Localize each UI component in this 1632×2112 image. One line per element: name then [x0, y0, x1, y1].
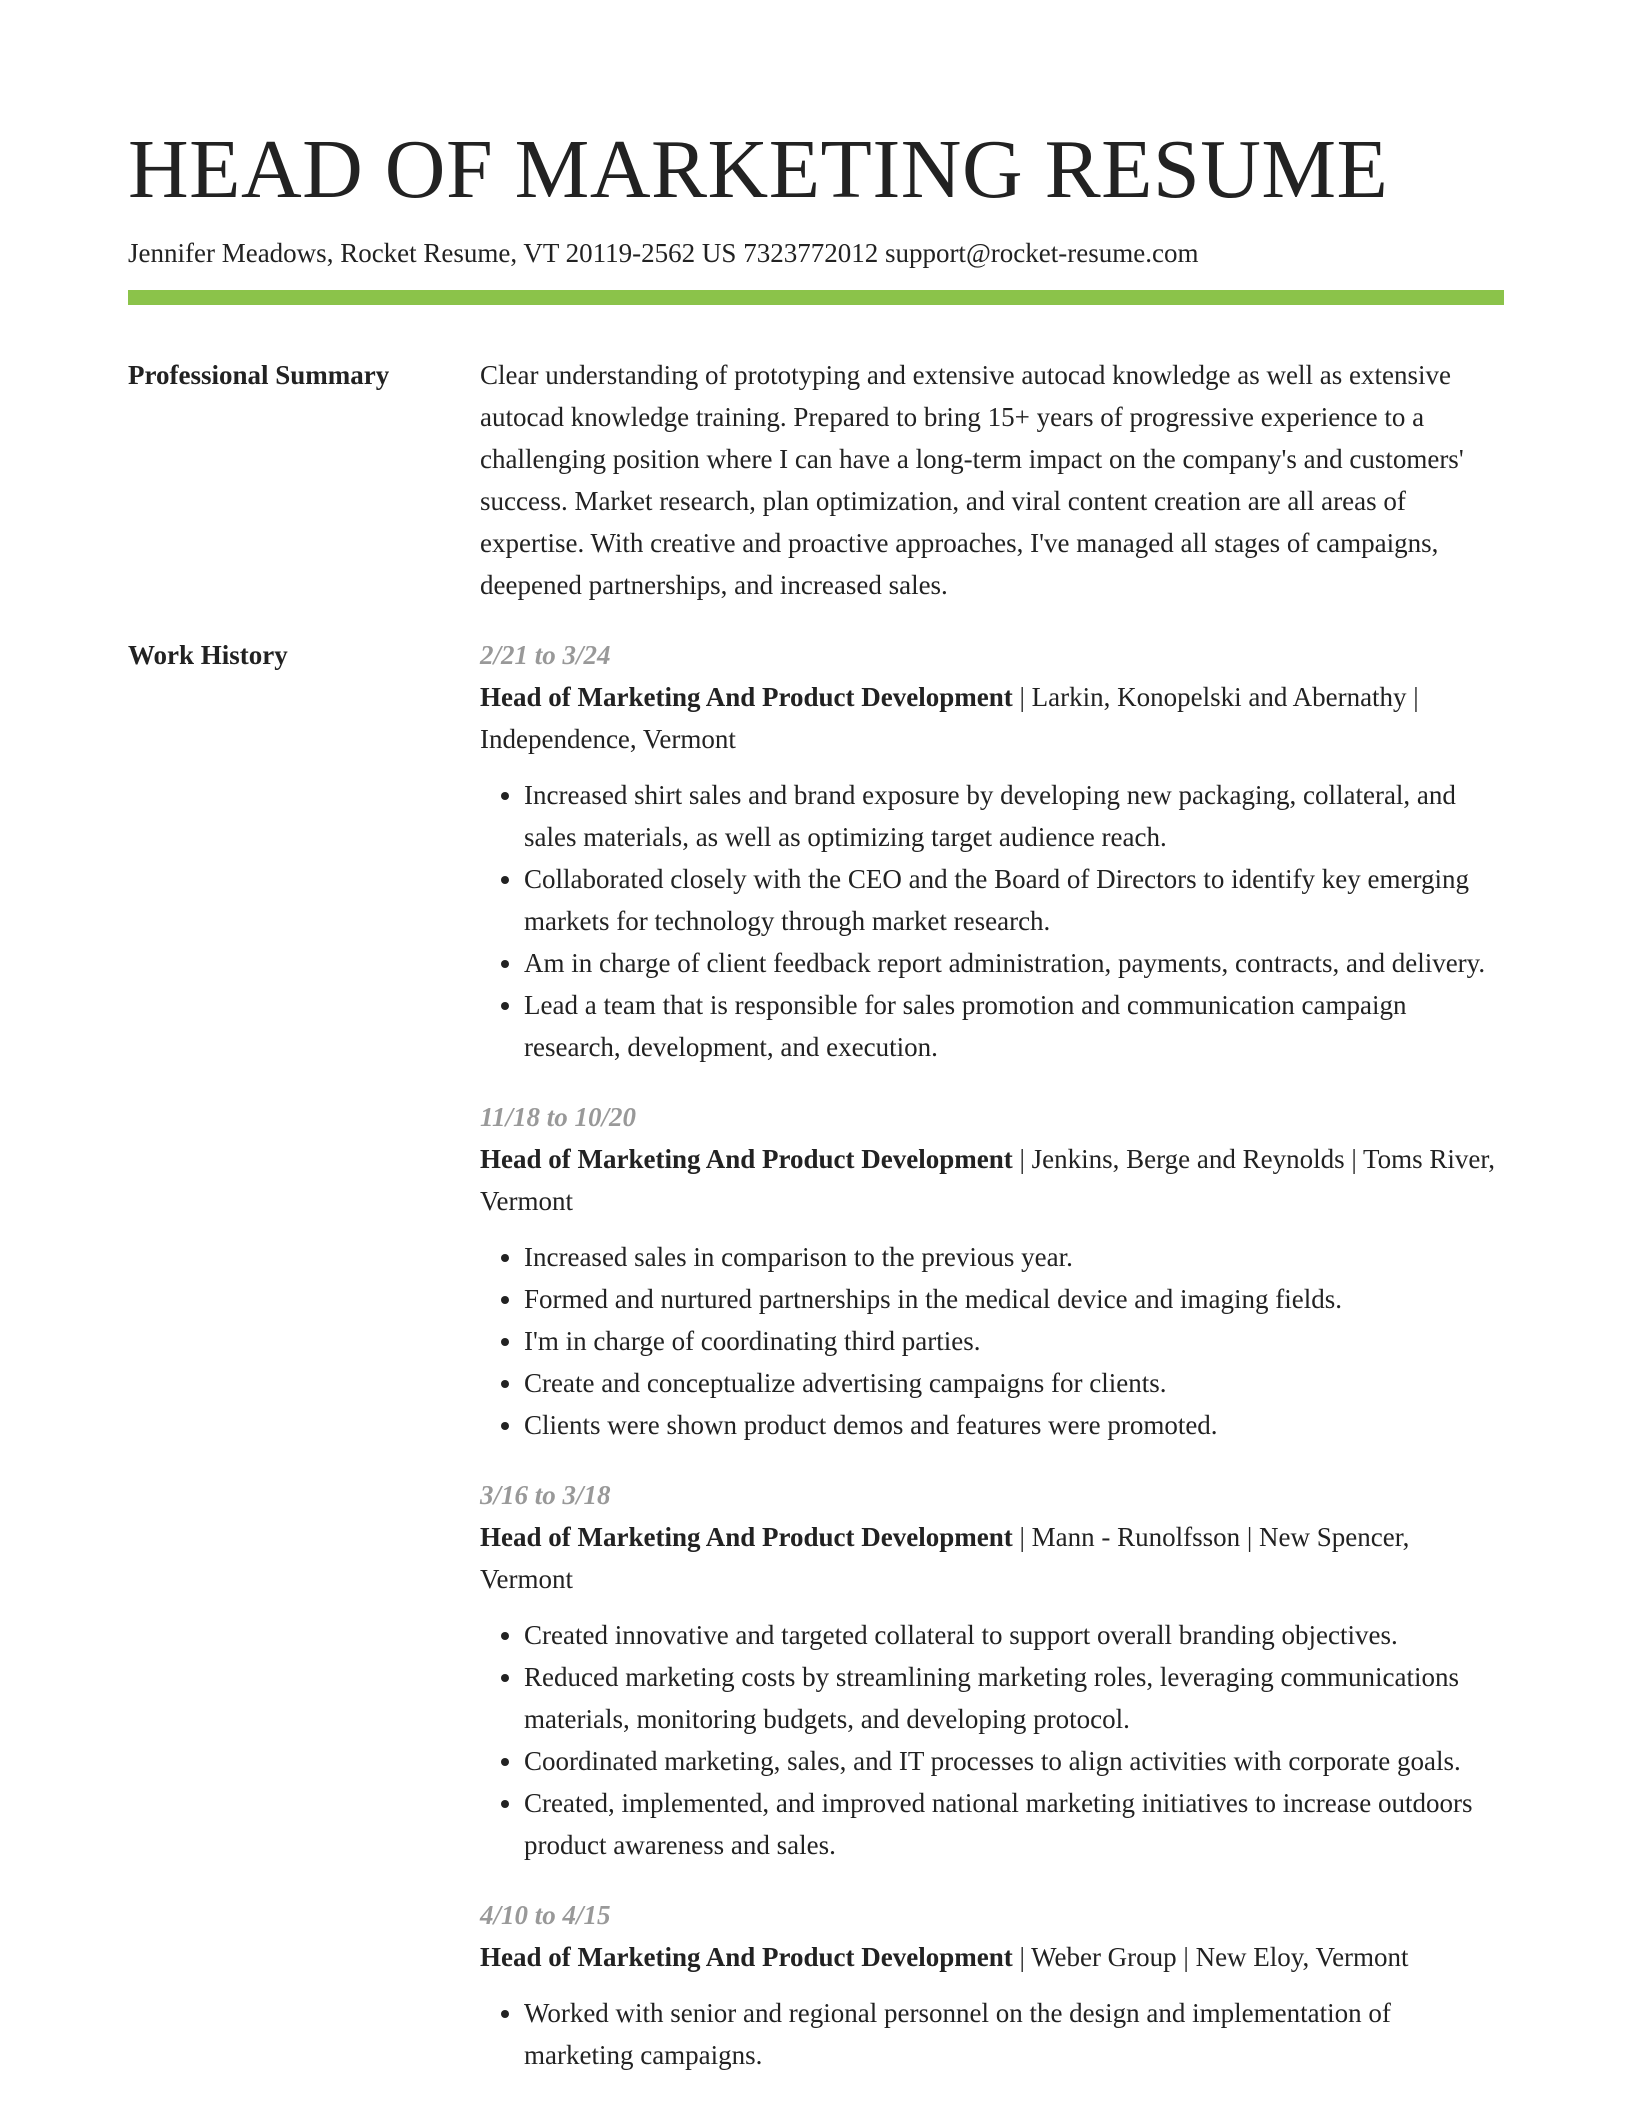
job-bullet: • Created innovative and targeted collateral to support overall branding objectives.: [524, 1614, 1504, 1656]
job-bullet: • Reduced marketing costs by streamlining marketing roles, leveraging communications materials, monitoring budgets, and developing protocol.: [524, 1656, 1504, 1740]
job-bullet-list: [480, 1236, 1504, 1446]
job-title: Head of Marketing And Product Development: [480, 1942, 1013, 1972]
job-bullet: • Increased sales in comparison to the previous year.: [524, 1236, 1504, 1278]
contact-line: [128, 236, 1504, 270]
job-bullet: • Formed and nurtured partnerships in the medical device and imaging fields.: [524, 1278, 1504, 1320]
job-dates: 4/10 to 4/15: [480, 1900, 611, 1930]
job-list: [480, 634, 1504, 2104]
job-bullet: • Worked with senior and regional personnel on the design and implementation of marketing campaigns.: [524, 1992, 1504, 2076]
job-dates: 2/21 to 3/24: [480, 640, 611, 670]
job-bullet: • Create and conceptualize advertising campaigns for clients.: [524, 1362, 1504, 1404]
job-bullet-list: [480, 774, 1504, 1068]
resume-title: HEAD OF MARKETING RESUME: [128, 123, 1389, 216]
job-entry: [480, 1096, 1504, 1446]
job-bullet: • Coordinated marketing, sales, and IT processes to align activities with corporate goals.: [524, 1740, 1504, 1782]
job-entry: [480, 1474, 1504, 1866]
job-bullet: • I'm in charge of coordinating third parties.: [524, 1320, 1504, 1362]
job-dates: 3/16 to 3/18: [480, 1480, 611, 1510]
job-dates: 11/18 to 10/20: [480, 1102, 637, 1132]
job-bullet-list: [480, 1992, 1504, 2076]
resume-page: [128, 0, 1504, 2104]
job-bullet: • Increased shirt sales and brand exposure by developing new packaging, collateral, and sales materials, as well as optimizing target audience reach.: [524, 774, 1504, 858]
job-employer-location: | Larkin, Konopelski and Abernathy | Independence, Vermont: [480, 682, 1419, 754]
job-title: Head of Marketing And Product Development: [480, 682, 1013, 712]
contact-email: support@rocket-resume.com: [884, 238, 1199, 268]
job-entry: [480, 634, 1504, 1068]
accent-divider: [128, 290, 1504, 305]
job-bullet: • Lead a team that is responsible for sales promotion and communication campaign research, development, and execution.: [524, 984, 1504, 1068]
summary-heading: Professional Summary: [128, 360, 390, 390]
work-history-section: [128, 634, 1504, 2104]
job-employer-location: | Weber Group | New Eloy, Vermont: [1012, 1942, 1409, 1972]
job-bullet: • Clients were shown product demos and features were promoted.: [524, 1404, 1504, 1446]
job-bullet-list: [480, 1614, 1504, 1866]
contact-name-address: Jennifer Meadows, Rocket Resume, VT 20119-2562 US: [128, 238, 737, 268]
job-title: Head of Marketing And Product Development: [480, 1522, 1013, 1552]
job-header: [480, 676, 1504, 760]
job-employer-location: | Mann - Runolfsson | New Spencer, Vermont: [480, 1522, 1410, 1594]
job-header: [480, 1516, 1504, 1600]
summary-text: Clear understanding of prototyping and extensive autocad knowledge as well as extensive autocad knowledge training. Prepared to bring 15+ years of progressive experience to a challenging position where I can have a long-term impact on the company's and customers' success. Market research, plan optimization, and viral content creation are all areas of expertise. With creative and proactive approaches, I've managed all stages of campaigns, deepened partnerships, and increased sales.: [480, 360, 1464, 600]
job-bullet: • Am in charge of client feedback report administration, payments, contracts, and delivery.: [524, 942, 1504, 984]
job-header: [480, 1936, 1504, 1978]
work-history-heading: Work History: [128, 640, 288, 670]
job-header: [480, 1138, 1504, 1222]
contact-phone: 7323772012: [743, 238, 879, 268]
job-employer-location: | Jenkins, Berge and Reynolds | Toms River, Vermont: [480, 1144, 1496, 1216]
job-bullet: • Created, implemented, and improved national marketing initiatives to increase outdoors product awareness and sales.: [524, 1782, 1504, 1866]
summary-section: [128, 354, 1504, 606]
job-bullet: • Collaborated closely with the CEO and the Board of Directors to identify key emerging markets for technology through market research.: [524, 858, 1504, 942]
job-title: Head of Marketing And Product Development: [480, 1144, 1013, 1174]
job-entry: [480, 1894, 1504, 2076]
